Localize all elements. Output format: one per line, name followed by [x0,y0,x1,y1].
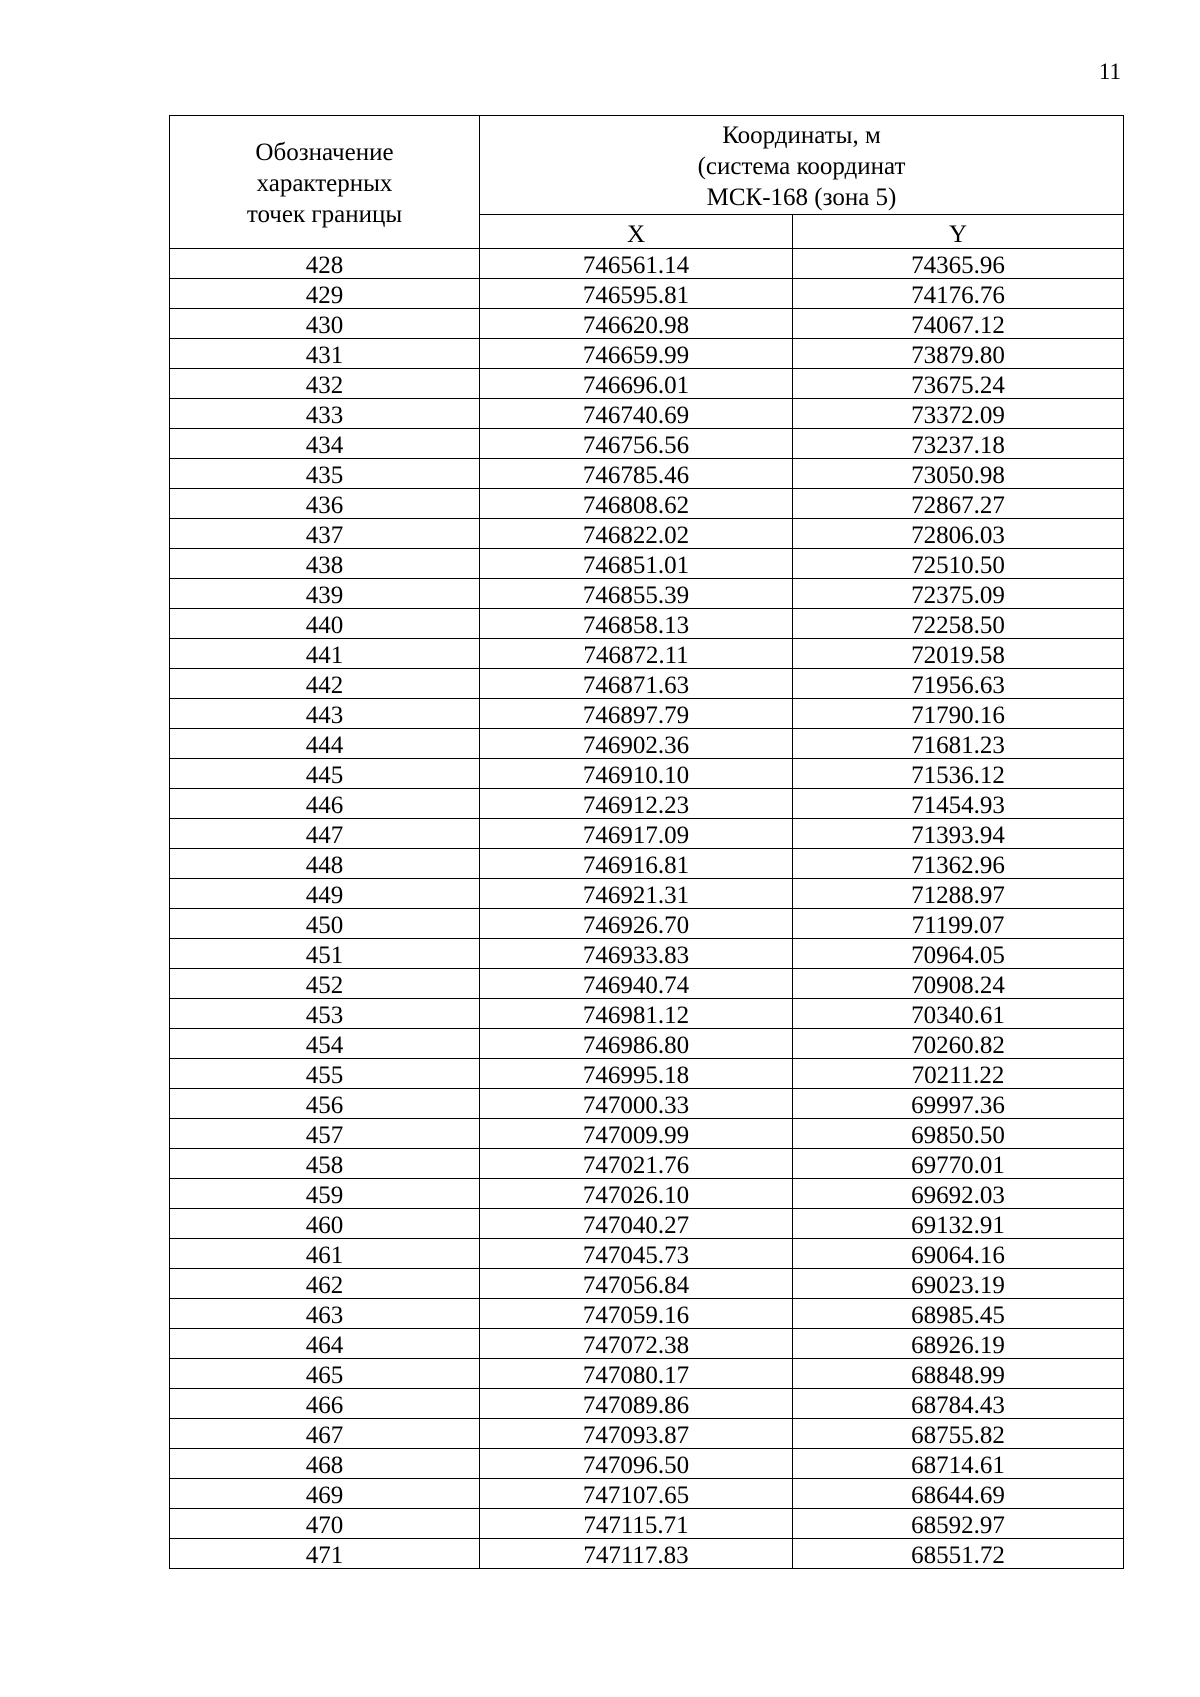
y-coordinate-cell: 71288.97 [793,879,1124,909]
header-row-top [170,116,1124,215]
y-coordinate-cell: 69692.03 [793,1179,1124,1209]
point-cell: 451 [170,939,480,969]
coords-header-line: МСК-168 (зона 5) [706,183,897,211]
table-row [170,399,1124,429]
table-row [170,1539,1124,1569]
table-row [170,999,1124,1029]
y-coordinate-cell: 71199.07 [793,909,1124,939]
table-row [170,339,1124,369]
table-row [170,1029,1124,1059]
y-coordinate-cell: 69023.19 [793,1269,1124,1299]
table-row [170,549,1124,579]
x-coordinate-cell: 746855.39 [480,579,793,609]
table-row [170,609,1124,639]
point-cell: 460 [170,1209,480,1239]
y-coordinate-cell: 72867.27 [793,489,1124,519]
table-row [170,1179,1124,1209]
point-cell: 456 [170,1089,480,1119]
table-row [170,1449,1124,1479]
y-coordinate-cell: 73675.24 [793,369,1124,399]
point-cell: 440 [170,609,480,639]
point-cell: 441 [170,639,480,669]
y-coordinate-cell: 68784.43 [793,1389,1124,1419]
y-coordinate-cell: 72510.50 [793,549,1124,579]
x-coordinate-cell: 746910.10 [480,759,793,789]
point-cell: 439 [170,579,480,609]
table-header [170,116,1124,249]
table-row [170,1509,1124,1539]
point-cell: 468 [170,1449,480,1479]
table-row [170,1389,1124,1419]
x-coordinate-cell: 746986.80 [480,1029,793,1059]
x-coordinate-cell: 747117.83 [480,1539,793,1569]
table-row [170,1359,1124,1389]
x-coordinate-cell: 746912.23 [480,789,793,819]
table-row [170,459,1124,489]
page-number: 11 [1098,59,1121,84]
point-cell: 444 [170,729,480,759]
point-cell: 455 [170,1059,480,1089]
table-row [170,639,1124,669]
x-coordinate-cell: 747115.71 [480,1509,793,1539]
point-header-line: характерных [256,169,393,197]
point-cell: 464 [170,1329,480,1359]
y-coordinate-cell: 72375.09 [793,579,1124,609]
y-coordinate-cell: 71536.12 [793,759,1124,789]
table-row [170,279,1124,309]
point-cell: 434 [170,429,480,459]
point-cell: 453 [170,999,480,1029]
y-coordinate-cell: 72019.58 [793,639,1124,669]
table-row [170,939,1124,969]
x-coordinate-cell: 747096.50 [480,1449,793,1479]
point-cell: 432 [170,369,480,399]
x-coordinate-cell: 747093.87 [480,1419,793,1449]
y-coordinate-cell: 68985.45 [793,1299,1124,1329]
table-row [170,789,1124,819]
table-row [170,1479,1124,1509]
point-cell: 457 [170,1119,480,1149]
x-coordinate-cell: 746561.14 [480,249,793,279]
point-cell: 430 [170,309,480,339]
y-coordinate-cell: 73050.98 [793,459,1124,489]
y-coordinate-cell: 70340.61 [793,999,1124,1029]
table-row [170,1329,1124,1359]
point-cell: 443 [170,699,480,729]
y-coordinate-cell: 71362.96 [793,849,1124,879]
point-cell: 454 [170,1029,480,1059]
x-coordinate-cell: 746620.98 [480,309,793,339]
point-header-line: точек границы [246,200,403,228]
table-row [170,819,1124,849]
y-coordinate-cell: 68755.82 [793,1419,1124,1449]
y-coordinate-cell: 69997.36 [793,1089,1124,1119]
table-row [170,729,1124,759]
table-row [170,909,1124,939]
x-coordinate-cell: 746995.18 [480,1059,793,1089]
y-coordinate-cell: 72806.03 [793,519,1124,549]
x-axis-header: X [480,215,793,249]
table-row [170,1239,1124,1269]
point-cell: 431 [170,339,480,369]
y-coordinate-cell: 69850.50 [793,1119,1124,1149]
table-row [170,1209,1124,1239]
x-coordinate-cell: 746659.99 [480,339,793,369]
x-coordinate-cell: 747107.65 [480,1479,793,1509]
y-coordinate-cell: 73372.09 [793,399,1124,429]
point-cell: 428 [170,249,480,279]
y-coordinate-cell: 68926.19 [793,1329,1124,1359]
x-coordinate-cell: 747089.86 [480,1389,793,1419]
y-coordinate-cell: 70260.82 [793,1029,1124,1059]
table-row [170,579,1124,609]
x-coordinate-cell: 746696.01 [480,369,793,399]
x-coordinate-cell: 747040.27 [480,1209,793,1239]
point-cell: 452 [170,969,480,999]
coordinates-header [480,116,1124,215]
point-header-line: Обозначение [255,138,394,166]
table-row [170,1299,1124,1329]
x-coordinate-cell: 746940.74 [480,969,793,999]
table-row [170,879,1124,909]
x-coordinate-cell: 747045.73 [480,1239,793,1269]
y-coordinate-cell: 68551.72 [793,1539,1124,1569]
table-row [170,969,1124,999]
point-cell: 436 [170,489,480,519]
y-axis-header: Y [793,215,1124,249]
table-row [170,249,1124,279]
x-coordinate-cell: 747072.38 [480,1329,793,1359]
y-coordinate-cell: 68592.97 [793,1509,1124,1539]
x-coordinate-cell: 746808.62 [480,489,793,519]
x-coordinate-cell: 747021.76 [480,1149,793,1179]
point-cell: 459 [170,1179,480,1209]
point-cell: 458 [170,1149,480,1179]
boundary-coordinates-table [169,115,1124,1569]
x-coordinate-cell: 747080.17 [480,1359,793,1389]
y-coordinate-cell: 74365.96 [793,249,1124,279]
point-cell: 433 [170,399,480,429]
point-cell: 447 [170,819,480,849]
y-coordinate-cell: 71956.63 [793,669,1124,699]
x-coordinate-cell: 747026.10 [480,1179,793,1209]
point-cell: 471 [170,1539,480,1569]
table-row [170,489,1124,519]
table-row [170,1089,1124,1119]
y-coordinate-cell: 71454.93 [793,789,1124,819]
point-cell: 446 [170,789,480,819]
y-coordinate-cell: 73879.80 [793,339,1124,369]
table-row [170,699,1124,729]
y-coordinate-cell: 69064.16 [793,1239,1124,1269]
y-coordinate-cell: 72258.50 [793,609,1124,639]
table-row [170,1419,1124,1449]
y-coordinate-cell: 68714.61 [793,1449,1124,1479]
point-cell: 448 [170,849,480,879]
x-coordinate-cell: 746981.12 [480,999,793,1029]
x-coordinate-cell: 746871.63 [480,669,793,699]
x-coordinate-cell: 747009.99 [480,1119,793,1149]
y-coordinate-cell: 73237.18 [793,429,1124,459]
y-coordinate-cell: 70908.24 [793,969,1124,999]
x-coordinate-cell: 746756.56 [480,429,793,459]
table-body [170,249,1124,1569]
table-row [170,309,1124,339]
x-coordinate-cell: 746917.09 [480,819,793,849]
y-coordinate-cell: 70964.05 [793,939,1124,969]
table-row [170,1119,1124,1149]
point-cell: 470 [170,1509,480,1539]
table-row [170,369,1124,399]
table-row [170,1149,1124,1179]
y-coordinate-cell: 69132.91 [793,1209,1124,1239]
x-coordinate-cell: 746872.11 [480,639,793,669]
table-row [170,429,1124,459]
table-row [170,1269,1124,1299]
x-coordinate-cell: 746921.31 [480,879,793,909]
point-cell: 429 [170,279,480,309]
x-coordinate-cell: 747000.33 [480,1089,793,1119]
table-row [170,519,1124,549]
x-coordinate-cell: 746933.83 [480,939,793,969]
x-coordinate-cell: 747056.84 [480,1269,793,1299]
y-coordinate-cell: 71681.23 [793,729,1124,759]
y-coordinate-cell: 70211.22 [793,1059,1124,1089]
y-coordinate-cell: 68848.99 [793,1359,1124,1389]
x-coordinate-cell: 746595.81 [480,279,793,309]
table-row [170,849,1124,879]
table-row [170,669,1124,699]
x-coordinate-cell: 747059.16 [480,1299,793,1329]
x-coordinate-cell: 746897.79 [480,699,793,729]
point-cell: 438 [170,549,480,579]
table-row [170,1059,1124,1089]
x-coordinate-cell: 746785.46 [480,459,793,489]
coords-header-line: (система координат [697,152,906,180]
y-coordinate-cell: 74176.76 [793,279,1124,309]
point-cell: 469 [170,1479,480,1509]
coords-header-line: Координаты, м [722,121,881,149]
x-coordinate-cell: 746851.01 [480,549,793,579]
point-cell: 450 [170,909,480,939]
point-cell: 461 [170,1239,480,1269]
point-cell: 465 [170,1359,480,1389]
point-cell: 445 [170,759,480,789]
y-coordinate-cell: 74067.12 [793,309,1124,339]
y-coordinate-cell: 68644.69 [793,1479,1124,1509]
point-cell: 449 [170,879,480,909]
x-coordinate-cell: 746740.69 [480,399,793,429]
point-designation-header [170,116,480,249]
y-coordinate-cell: 71790.16 [793,699,1124,729]
x-coordinate-cell: 746916.81 [480,849,793,879]
point-cell: 462 [170,1269,480,1299]
x-coordinate-cell: 746902.36 [480,729,793,759]
point-cell: 466 [170,1389,480,1419]
point-cell: 467 [170,1419,480,1449]
point-cell: 435 [170,459,480,489]
x-coordinate-cell: 746926.70 [480,909,793,939]
table-row [170,759,1124,789]
y-coordinate-cell: 69770.01 [793,1149,1124,1179]
point-cell: 437 [170,519,480,549]
point-cell: 442 [170,669,480,699]
x-coordinate-cell: 746822.02 [480,519,793,549]
point-cell: 463 [170,1299,480,1329]
x-coordinate-cell: 746858.13 [480,609,793,639]
y-coordinate-cell: 71393.94 [793,819,1124,849]
